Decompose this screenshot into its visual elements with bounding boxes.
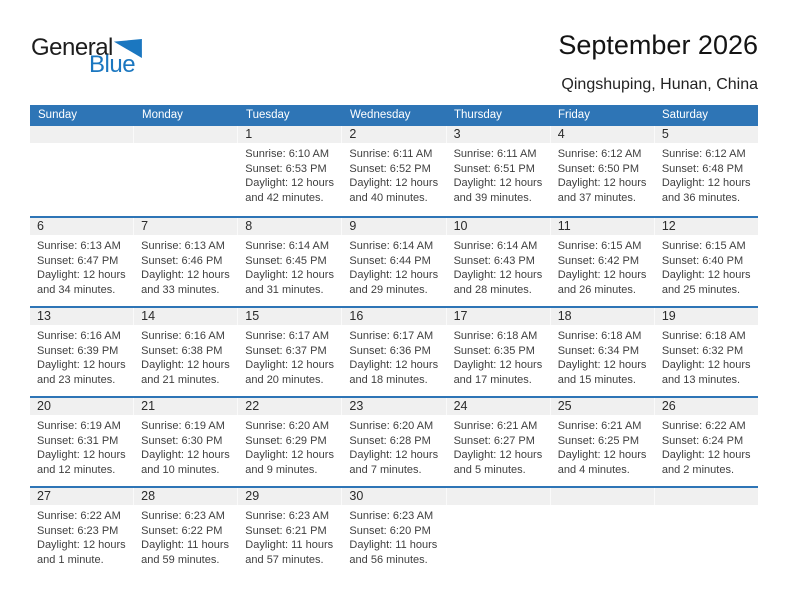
day-detail-line: Daylight: 12 hours [141,359,230,372]
day-detail-line: Daylight: 12 hours [557,359,647,372]
day-detail-line: Sunrise: 6:16 AM [141,330,225,342]
day-detail-line: Sunrise: 6:23 AM [245,510,330,522]
day-detail-line: Daylight: 11 hours [141,539,229,552]
day-number-band [30,398,758,415]
day-number: 18 [550,308,654,325]
day-number-band [30,308,758,325]
day-details-row [30,235,758,297]
day-number: 17 [446,308,550,325]
day-details [30,325,133,387]
day-detail-line: Daylight: 12 hours [245,359,334,372]
empty-day-details [446,505,550,567]
day-details [30,505,133,567]
day-detail-line: Sunset: 6:35 PM [453,344,535,357]
day-detail-line: Sunset: 6:48 PM [661,162,744,175]
day-detail-line: and 57 minutes. [245,553,324,566]
day-detail-line: Sunrise: 6:21 AM [557,420,642,432]
day-detail-line: Sunset: 6:38 PM [141,344,223,357]
week-row [30,396,758,486]
day-number: 2 [341,126,445,143]
day-detail-line: Daylight: 11 hours [349,539,438,552]
weekday-header: Thursday [454,109,502,121]
calendar-grid [30,126,758,576]
day-detail-line: Sunset: 6:40 PM [661,254,744,267]
empty-day-details [654,505,758,567]
day-number: 10 [446,218,550,235]
day-detail-line: Sunrise: 6:20 AM [245,420,330,432]
day-details [550,143,654,205]
day-detail-line: Sunrise: 6:22 AM [661,420,746,432]
day-detail-line: Sunset: 6:30 PM [141,434,223,447]
day-number: 19 [654,308,758,325]
weekday-header: Friday [558,109,590,121]
day-details-row [30,143,758,205]
day-detail-line: Sunrise: 6:22 AM [37,510,121,522]
page-title: September 2026 [558,30,758,60]
day-detail-line: and 13 minutes. [661,373,741,386]
day-detail-line: Sunset: 6:36 PM [349,344,431,357]
day-detail-line: and 37 minutes. [557,191,636,204]
day-details [654,143,758,205]
week-row [30,126,758,216]
day-details-row [30,505,758,567]
day-detail-line: and 26 minutes. [557,283,636,296]
day-details-row [30,415,758,477]
day-detail-line: Sunrise: 6:19 AM [37,420,121,432]
day-details [133,235,237,297]
day-number: 14 [133,308,237,325]
day-number: 4 [550,126,654,143]
day-detail-line: Sunrise: 6:12 AM [661,148,746,160]
day-detail-line: Sunrise: 6:19 AM [141,420,225,432]
day-detail-line: Daylight: 12 hours [661,177,751,190]
day-number-band [30,218,758,235]
day-detail-line: Daylight: 12 hours [349,449,439,462]
day-details [654,325,758,387]
day-detail-line: and 20 minutes. [245,373,324,386]
day-detail-line: Sunrise: 6:23 AM [349,510,434,522]
day-detail-line: and 29 minutes. [349,283,428,296]
day-detail-line: Daylight: 12 hours [245,449,334,462]
day-detail-line: and 28 minutes. [453,283,532,296]
day-detail-line: Sunset: 6:25 PM [557,434,640,447]
day-detail-line: Daylight: 12 hours [37,539,126,552]
week-row [30,306,758,396]
day-detail-line: Sunrise: 6:12 AM [557,148,642,160]
day-detail-line: and 31 minutes. [245,283,324,296]
day-details [341,143,445,205]
day-detail-line: Sunrise: 6:15 AM [661,240,746,252]
empty-day-details [30,143,133,205]
day-detail-line: Daylight: 12 hours [349,269,439,282]
empty-day-cell [133,126,237,143]
day-detail-line: Sunrise: 6:13 AM [37,240,121,252]
day-number: 12 [654,218,758,235]
day-detail-line: and 39 minutes. [453,191,532,204]
day-number: 29 [237,488,341,505]
week-row [30,216,758,306]
day-number: 26 [654,398,758,415]
day-detail-line: and 10 minutes. [141,463,220,476]
day-detail-line: and 7 minutes. [349,463,422,476]
day-detail-line: Sunset: 6:42 PM [557,254,640,267]
day-detail-line: Daylight: 12 hours [661,449,751,462]
day-detail-line: Sunset: 6:29 PM [245,434,327,447]
day-detail-line: Sunrise: 6:20 AM [349,420,434,432]
day-detail-line: and 42 minutes. [245,191,324,204]
day-detail-line: Sunset: 6:22 PM [141,524,223,537]
day-detail-line: Sunrise: 6:17 AM [349,330,434,342]
day-details [133,415,237,477]
day-detail-line: and 56 minutes. [349,553,428,566]
day-detail-line: and 1 minute. [37,553,104,566]
day-details [237,325,341,387]
day-detail-line: and 9 minutes. [245,463,318,476]
day-details [654,415,758,477]
day-details [446,325,550,387]
day-detail-line: Sunset: 6:39 PM [37,344,119,357]
day-detail-line: Sunrise: 6:17 AM [245,330,330,342]
calendar [30,105,758,576]
day-detail-line: Daylight: 12 hours [453,269,543,282]
day-details [237,505,341,567]
day-details [237,235,341,297]
day-details [446,415,550,477]
empty-day-details [133,143,237,205]
day-detail-line: Sunrise: 6:18 AM [557,330,642,342]
day-number: 24 [446,398,550,415]
day-detail-line: Sunset: 6:52 PM [349,162,431,175]
day-number: 23 [341,398,445,415]
day-number: 3 [446,126,550,143]
general-blue-logo [31,36,142,76]
day-detail-line: Sunrise: 6:18 AM [453,330,538,342]
day-detail-line: and 25 minutes. [661,283,741,296]
day-details-row [30,325,758,387]
day-details [550,415,654,477]
day-detail-line: and 33 minutes. [141,283,220,296]
day-details [341,415,445,477]
day-detail-line: Daylight: 12 hours [661,269,751,282]
day-detail-line: Sunset: 6:24 PM [661,434,744,447]
day-detail-line: and 2 minutes. [661,463,734,476]
day-detail-line: Sunset: 6:32 PM [661,344,744,357]
day-detail-line: and 34 minutes. [37,283,116,296]
day-detail-line: Sunrise: 6:18 AM [661,330,746,342]
empty-day-cell [654,488,758,505]
day-detail-line: Sunset: 6:44 PM [349,254,431,267]
day-detail-line: Sunset: 6:37 PM [245,344,327,357]
day-detail-line: Sunrise: 6:11 AM [349,148,433,160]
day-detail-line: and 23 minutes. [37,373,116,386]
day-detail-line: Sunrise: 6:14 AM [245,240,330,252]
day-detail-line: Sunset: 6:23 PM [37,524,119,537]
empty-day-details [550,505,654,567]
day-number: 11 [550,218,654,235]
day-details [30,415,133,477]
day-detail-line: and 36 minutes. [661,191,741,204]
day-detail-line: and 15 minutes. [557,373,636,386]
day-number: 22 [237,398,341,415]
weekday-header: Sunday [38,109,78,121]
day-number: 28 [133,488,237,505]
day-details [237,415,341,477]
weekday-header: Tuesday [246,109,290,121]
day-detail-line: Sunrise: 6:16 AM [37,330,121,342]
day-detail-line: and 17 minutes. [453,373,532,386]
day-detail-line: Sunrise: 6:14 AM [349,240,434,252]
empty-day-cell [30,126,133,143]
day-number: 8 [237,218,341,235]
day-details [446,235,550,297]
day-details [133,505,237,567]
day-detail-line: Sunset: 6:21 PM [245,524,327,537]
empty-day-cell [550,488,654,505]
day-details [341,325,445,387]
day-detail-line: Daylight: 12 hours [349,359,439,372]
day-detail-line: Sunset: 6:20 PM [349,524,431,537]
day-detail-line: Daylight: 12 hours [453,449,543,462]
day-details [446,143,550,205]
day-detail-line: Daylight: 11 hours [245,539,334,552]
day-detail-line: and 5 minutes. [453,463,526,476]
day-detail-line: Daylight: 12 hours [349,177,439,190]
day-detail-line: Sunrise: 6:11 AM [453,148,537,160]
day-number: 30 [341,488,445,505]
day-detail-line: Sunset: 6:45 PM [245,254,327,267]
day-detail-line: Daylight: 12 hours [661,359,751,372]
logo-text-blue: Blue [89,51,136,78]
day-details [341,235,445,297]
day-detail-line: Sunset: 6:31 PM [37,434,119,447]
day-detail-line: Sunset: 6:43 PM [453,254,535,267]
day-detail-line: Daylight: 12 hours [37,359,126,372]
day-detail-line: Sunset: 6:28 PM [349,434,431,447]
day-number: 5 [654,126,758,143]
empty-day-cell [446,488,550,505]
day-number-band [30,488,758,505]
day-detail-line: Sunrise: 6:21 AM [453,420,538,432]
day-detail-line: Daylight: 12 hours [453,359,543,372]
day-number: 9 [341,218,445,235]
day-details [133,325,237,387]
page-location: Qingshuping, Hunan, China [561,76,758,93]
day-detail-line: Sunrise: 6:23 AM [141,510,225,522]
weekday-header-row [30,105,758,126]
day-detail-line: and 59 minutes. [141,553,220,566]
day-detail-line: Daylight: 12 hours [245,269,334,282]
day-detail-line: Sunset: 6:34 PM [557,344,640,357]
day-detail-line: Sunset: 6:46 PM [141,254,223,267]
day-details [237,143,341,205]
weekday-header: Wednesday [350,109,411,121]
weekday-header: Saturday [662,109,709,121]
day-detail-line: and 18 minutes. [349,373,428,386]
day-number: 13 [37,309,51,323]
day-detail-line: and 21 minutes. [141,373,220,386]
day-detail-line: and 4 minutes. [557,463,630,476]
day-detail-line: Sunrise: 6:14 AM [453,240,538,252]
day-details [550,325,654,387]
day-detail-line: and 12 minutes. [37,463,116,476]
day-detail-line: Sunset: 6:53 PM [245,162,327,175]
day-detail-line: Sunrise: 6:10 AM [245,148,330,160]
day-detail-line: Sunset: 6:27 PM [453,434,535,447]
day-detail-line: Daylight: 12 hours [557,269,647,282]
day-number: 7 [133,218,237,235]
day-details [341,505,445,567]
day-detail-line: Daylight: 12 hours [37,449,126,462]
day-detail-line: Daylight: 12 hours [245,177,334,190]
day-details [550,235,654,297]
day-detail-line: Daylight: 12 hours [37,269,126,282]
day-number: 25 [550,398,654,415]
day-detail-line: Sunset: 6:47 PM [37,254,119,267]
day-detail-line: Daylight: 12 hours [141,449,230,462]
logo-text-general: General [31,34,113,61]
day-detail-line: Sunset: 6:50 PM [557,162,640,175]
day-detail-line: Daylight: 12 hours [453,177,543,190]
day-number: 16 [341,308,445,325]
week-row [30,486,758,576]
day-detail-line: Sunrise: 6:15 AM [557,240,642,252]
day-details [30,235,133,297]
day-detail-line: Sunset: 6:51 PM [453,162,535,175]
day-number: 27 [37,489,51,503]
day-number: 15 [237,308,341,325]
day-details [654,235,758,297]
day-detail-line: Daylight: 12 hours [557,177,647,190]
day-number: 1 [237,126,341,143]
day-number-band [30,126,758,143]
day-detail-line: Daylight: 12 hours [141,269,230,282]
day-detail-line: and 40 minutes. [349,191,428,204]
day-number: 21 [133,398,237,415]
weekday-header: Monday [142,109,183,121]
day-number: 20 [37,399,51,413]
day-number: 6 [37,219,44,233]
day-detail-line: Sunrise: 6:13 AM [141,240,225,252]
day-detail-line: Daylight: 12 hours [557,449,647,462]
